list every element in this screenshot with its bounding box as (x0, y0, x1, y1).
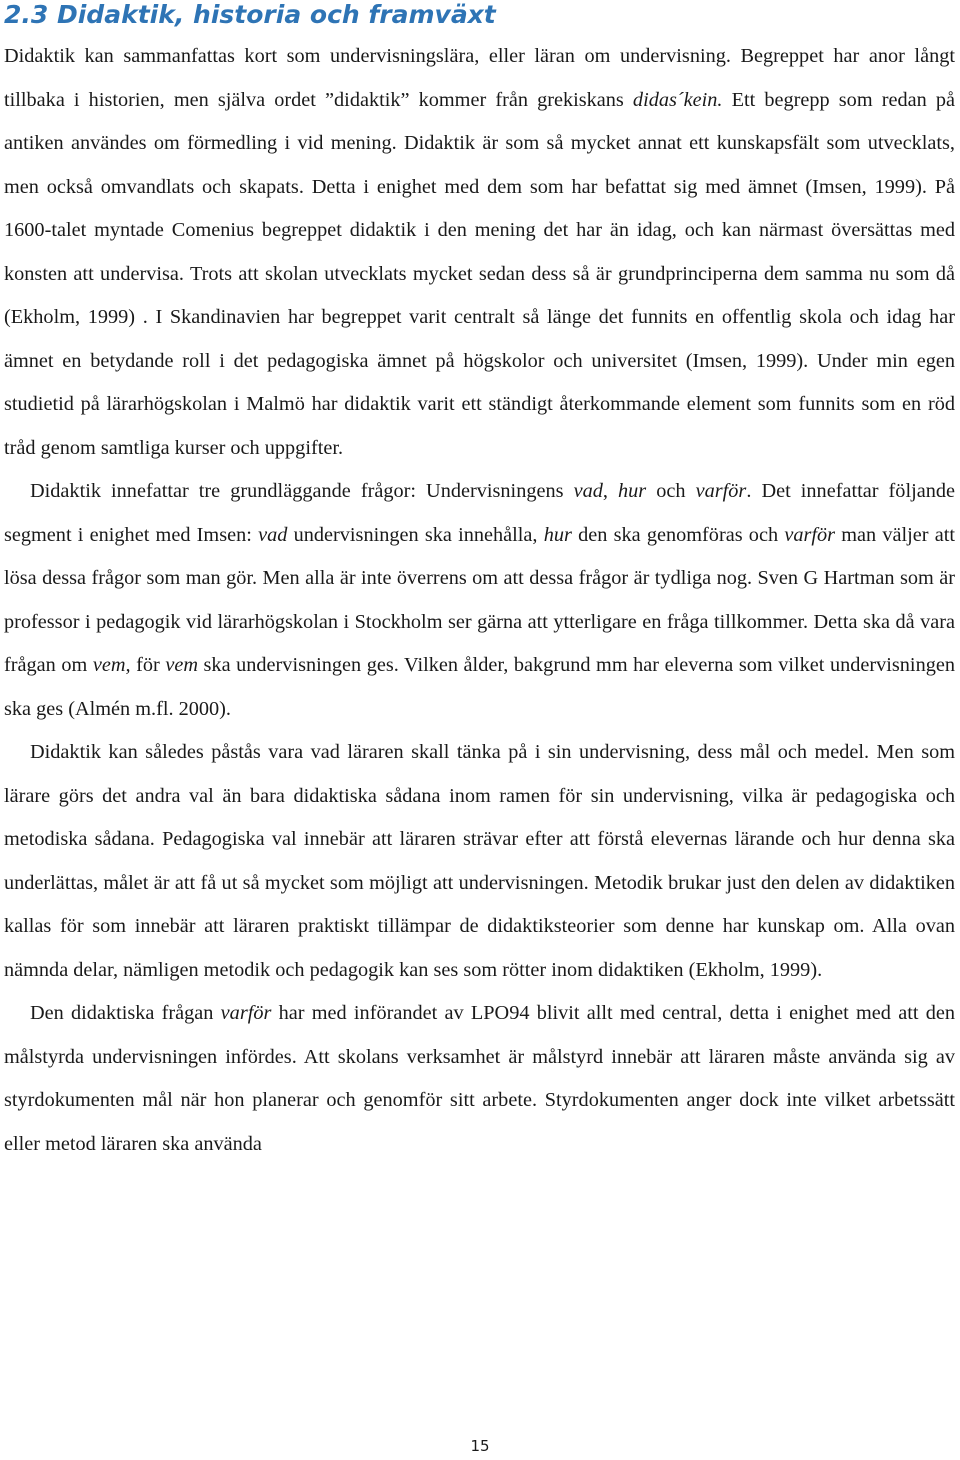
paragraph-2-text: ska undervisningen ges. Vilken ålder, bakgrund mm har eleverna som vilket undervisningen ska ges (Almén m.fl. 2000). (4, 654, 955, 720)
paragraph-2-text: , (602, 480, 619, 502)
paragraph-2-text: man väljer att lösa dessa frågor som man gör. Men alla är inte överrens om att dessa frågor är tydliga nog. Sven G Hartman som är professor i pedagogik vid lärarhögskolan i Stockholm ser gärna att ytterligare en fråga tillkommer. Detta ska då vara frågan om (4, 523, 956, 676)
paragraph-4 (4, 992, 955, 1166)
paragraph-2 (4, 470, 955, 731)
paragraph-2-italic-vem: vem, (92, 654, 131, 676)
paragraph-2-italic-vad: vad (258, 523, 288, 546)
paragraph-2-text: och (646, 480, 696, 502)
paragraph-2-italic-varfor: varför (784, 523, 836, 546)
paragraph-2-italic-hur: hur (618, 480, 647, 502)
paragraph-3-text: Didaktik kan således påstås vara vad läraren skall tänka på i sin undervisning, dess mål och medel. Men som lärare görs det andra val än bara didaktiska sådana inom ramen för sin undervisning, vilka är pedagogiska och metodiska sådana. Pedagogiska val innebär att läraren strävar efter att förstå elevernas lärande och hur denna ska underlättas, målet är att få ut så mycket som möjligt att undervisningen. Metodik brukar just den delen av didaktiken kallas för som innebär att läraren praktiskt tillämpar de didaktiksteorier som denne har kunskap om. Alla ovan nämnda delar, nämligen metodik och pedagogik kan ses som rötter inom didaktiken (Ekholm, 1999). (4, 741, 955, 981)
paragraph-1-text: Didaktik kan sammanfattas kort som undervisningslära, eller läran om undervisning. Begreppet har anor långt tillbaka i historien, men själva ordet ”didaktik” kommer från grekiskans (4, 45, 955, 111)
paragraph-1-italic-term: didas´kein. (632, 88, 723, 111)
paragraph-3 (4, 731, 955, 992)
paragraph-2-italic-vem: vem (165, 654, 198, 676)
paragraph-4-italic-varfor: varför (220, 1002, 272, 1024)
paragraph-2-italic-vad: vad (573, 480, 603, 502)
paragraph-4-text-cont: har med införandet av LPO94 blivit allt med central, detta i enighet med att den målstyrda undervisningen infördes. Att skolans verksamhet är målstyrd innebär att läraren måste använda sig av styrdokumenten mål när hon planerar och genomför sitt arbete. Styrdokumenten anger dock inte vilket arbetssätt eller metod läraren ska använda (4, 1002, 955, 1155)
paragraph-2-text: . Det innefattar följande segment i enighet med Imsen: (4, 480, 955, 546)
paragraph-1-text-cont: Ett begrepp som redan på antiken användes om förmedling i vid mening. Didaktik är som så mycket annat ett kunskapsfält som utvecklats, men också omvandlats och skapats. Detta i enighet med dem som har befattat sig med ämnet (Imsen, 1999). På 1600-talet myntade Comenius begreppet didaktik i den mening det har än idag, och kan närmast översättas med konsten att undervisa. Trots att skolan utvecklats mycket sedan dess så är grundprinciperna dem samma nu som då (Ekholm, 1999) . I Skandinavien har begreppet varit centralt så länge det funnits en offentlig skola och idag har ämnet en betydande roll i det pedagogiska ämnet på högskolor och universitet (Imsen, 1999). Under min egen studietid på lärarhögskolan i Malmö har didaktik varit ett ständigt återkommande element som funnits som en röd tråd genom samtliga kurser och uppgifter. (4, 88, 955, 459)
body-text (4, 35, 955, 1166)
paragraph-2-text: undervisningen ska innehålla, (287, 523, 544, 546)
paragraph-2-italic-hur: hur (543, 523, 572, 546)
paragraph-2-italic-varfor: varför (695, 480, 747, 502)
page-number: 15 (470, 1437, 490, 1455)
paragraph-2-text: den ska genomföras och (571, 523, 785, 546)
paragraph-1 (4, 35, 955, 470)
paragraph-2-text: för (130, 654, 166, 676)
paragraph-4-text: Den didaktiska frågan (30, 1002, 221, 1024)
paragraph-2-text: Didaktik innefattar tre grundläggande frågor: Undervisningens (30, 480, 574, 502)
section-heading: 2.3 Didaktik, historia och framväxt (4, 0, 496, 29)
